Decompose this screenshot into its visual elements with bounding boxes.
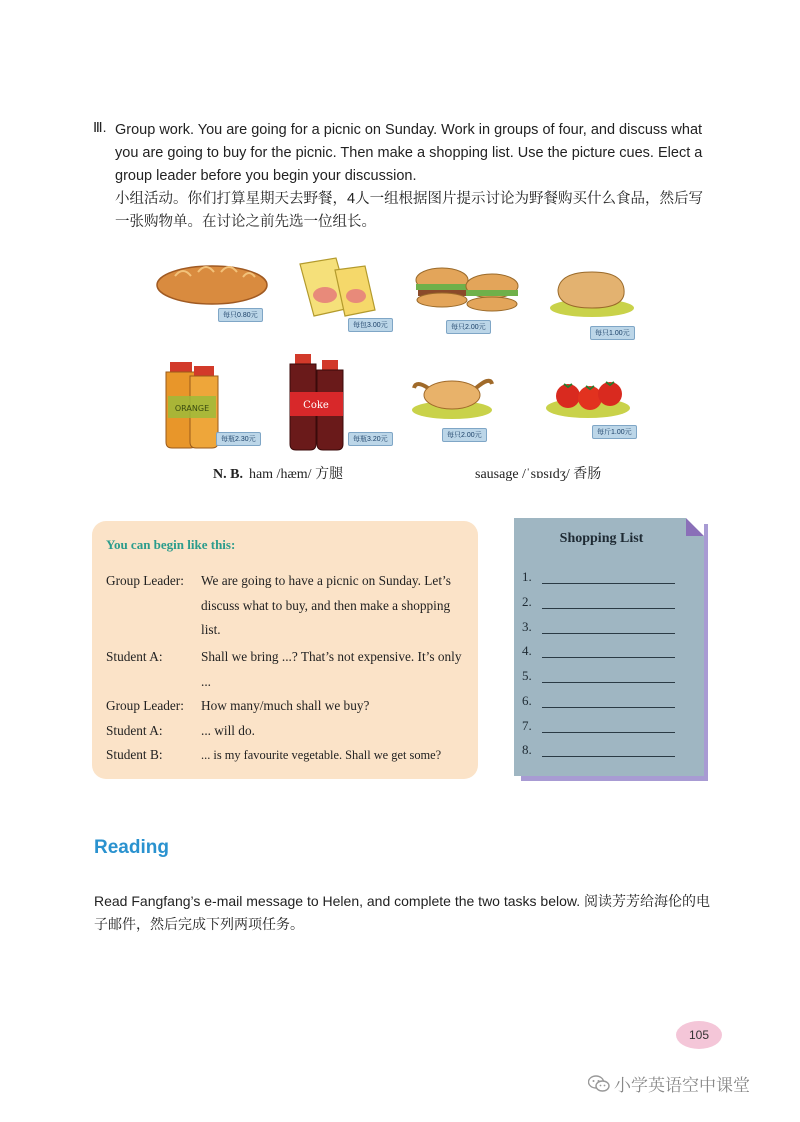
list-item-number: 8. bbox=[522, 742, 532, 757]
dialogue-line bbox=[106, 645, 478, 694]
food-picture-cues bbox=[150, 250, 650, 465]
ham-gloss: ham /hæm/ 方腿 bbox=[248, 467, 344, 482]
wechat-icon bbox=[588, 1075, 610, 1093]
dialogue-text: ... is my favourite vegetable. Shall we get some? bbox=[201, 748, 442, 762]
dialogue-line bbox=[106, 694, 478, 719]
list-item-blank[interactable] bbox=[542, 707, 675, 708]
list-item-blank[interactable] bbox=[542, 583, 675, 584]
price-tag: 每斤1.00元 bbox=[592, 425, 637, 439]
task-text-chinese: 小组活动。你们打算星期天去野餐，4人一组根据图片提示讨论为野餐购买什么食品，然后写一张购物单。在讨论之前先选一位组长。 bbox=[115, 191, 704, 230]
price-tag: 每瓶2.30元 bbox=[216, 432, 261, 446]
shopping-list-card bbox=[514, 518, 704, 776]
page-number: 105 bbox=[676, 1021, 722, 1049]
list-item-number: 3. bbox=[522, 619, 532, 634]
vocabulary-note-sausage: sausage /ˈsɒsɪdʒ/ 香肠 bbox=[475, 467, 602, 482]
list-item-blank[interactable] bbox=[542, 633, 675, 634]
dialogue-speaker: Student A: bbox=[106, 723, 163, 738]
dialogue-text: We are going to have a picnic on Sunday. Let’s discuss what to buy, and then make a shopping list. bbox=[201, 573, 451, 637]
list-item-blank[interactable] bbox=[542, 657, 675, 658]
ham-pack-icon bbox=[300, 258, 375, 316]
hamburger-icon bbox=[416, 268, 518, 311]
cola-bottles-icon bbox=[290, 354, 343, 450]
cola-bottle-label: Coke bbox=[303, 400, 329, 411]
price-tag: 每只2.00元 bbox=[446, 320, 491, 334]
dialogue-text: Shall we bring ...? That’s not expensive. It’s only ... bbox=[201, 649, 462, 689]
list-item-blank[interactable] bbox=[542, 682, 675, 683]
dialogue-line bbox=[106, 719, 478, 744]
list-item-blank[interactable] bbox=[542, 732, 675, 733]
watermark bbox=[588, 1071, 750, 1096]
bread-icon bbox=[157, 266, 267, 304]
price-tag: 每只1.00元 bbox=[590, 326, 635, 340]
dialogue-text: How many/much shall we buy? bbox=[201, 698, 370, 713]
price-tag: 每只0.80元 bbox=[218, 308, 263, 322]
list-item-number: 4. bbox=[522, 643, 532, 658]
task-text-english: Group work. You are going for a picnic on Sunday. Work in groups of four, and discuss what you are going to buy for the picnic. Then make a shopping list. Use the picture cues. Elect a group leader before you begin your discussion. bbox=[115, 122, 703, 184]
dialogue-speaker: Student B: bbox=[106, 747, 163, 762]
price-tag: 每瓶3.20元 bbox=[348, 432, 393, 446]
orange-juice-bottles-icon bbox=[166, 362, 218, 448]
price-tag: 每只2.00元 bbox=[442, 428, 487, 442]
list-item-number: 6. bbox=[522, 693, 532, 708]
begin-box-title: You can begin like this: bbox=[106, 537, 236, 552]
list-item-number: 2. bbox=[522, 594, 532, 609]
dialogue-speaker: Student A: bbox=[106, 649, 163, 664]
orange-bottle-label: ORANGE bbox=[174, 404, 210, 413]
shopping-list-title: Shopping List bbox=[559, 531, 644, 546]
dialogue-speaker: Group Leader: bbox=[106, 573, 184, 588]
roast-chicken-icon bbox=[412, 381, 492, 419]
dialogue-line bbox=[106, 569, 478, 643]
list-item-number: 1. bbox=[522, 569, 532, 584]
reading-heading: Reading bbox=[94, 837, 169, 858]
price-tag: 每包3.00元 bbox=[348, 318, 393, 332]
vocabulary-note-ham bbox=[213, 463, 343, 483]
watermark-text: 小学英语空中课堂 bbox=[614, 1076, 750, 1095]
list-item-number: 7. bbox=[522, 718, 532, 733]
list-item-blank[interactable] bbox=[542, 756, 675, 757]
tomatoes-icon bbox=[546, 382, 630, 418]
sausage-icon bbox=[550, 272, 634, 317]
nb-label: N. B. bbox=[213, 467, 243, 482]
list-item-blank[interactable] bbox=[542, 608, 675, 609]
dialogue-line bbox=[106, 743, 478, 768]
dialogue-speaker: Group Leader: bbox=[106, 698, 184, 713]
task-instructions bbox=[115, 119, 715, 234]
task-number: Ⅲ. bbox=[93, 119, 107, 135]
dialogue-text: ... will do. bbox=[201, 723, 255, 738]
reading-instructions: Read Fangfang’s e-mail message to Helen, and complete the two tasks below. 阅读芳芳给海伦的电子邮件，然后完成下列两项任务。 bbox=[94, 893, 711, 932]
list-item-number: 5. bbox=[522, 668, 532, 683]
